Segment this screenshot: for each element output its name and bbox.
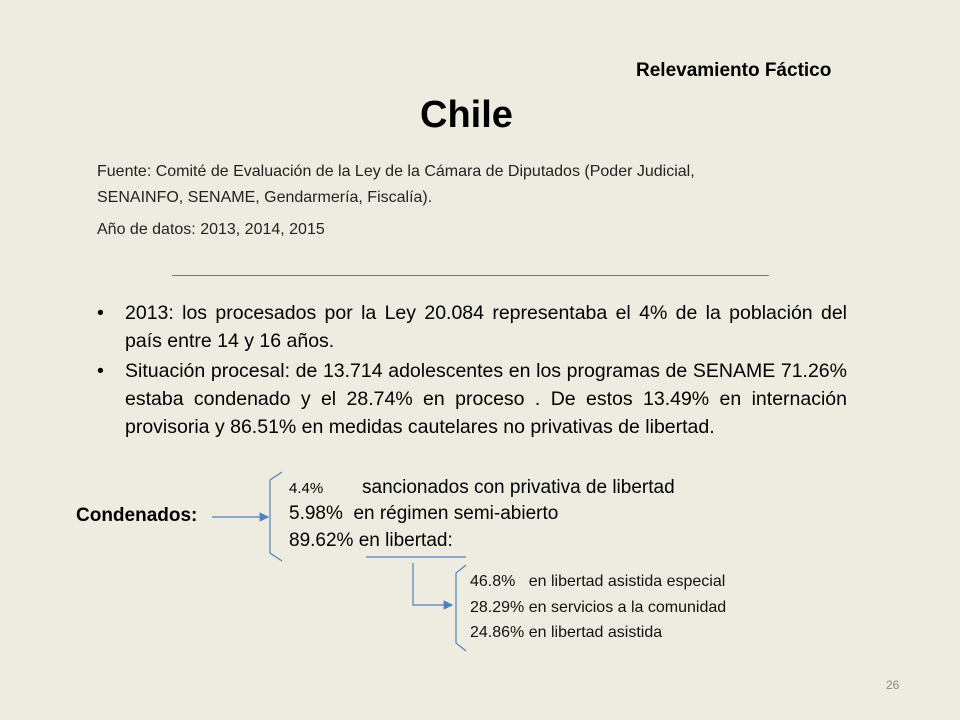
bullet-icon: • [97, 302, 104, 324]
condenados-text: en régimen semi-abierto [353, 503, 559, 524]
condenados-pct: 5.98% [289, 503, 343, 524]
condenados-text: sancionados con privativa de libertad [362, 477, 675, 498]
bullet-icon: • [97, 360, 104, 382]
source-line-2: SENAINFO, SENAME, Gendarmería, Fiscalía). [97, 189, 433, 206]
data-years: Año de datos: 2013, 2014, 2015 [97, 221, 325, 238]
libertad-text: en servicios a la comunidad [528, 599, 727, 616]
condenados-text: en libertad: [358, 530, 453, 551]
header-tag: Relevamiento Fáctico [636, 60, 832, 81]
libertad-text: en libertad asistida especial [528, 573, 726, 590]
condenados-pct: 4.4% [289, 480, 324, 497]
libertad-arrow [413, 563, 452, 605]
source-line-1: Fuente: Comité de Evaluación de la Ley de la Cámara de Diputados (Poder Judicial, [97, 163, 695, 180]
libertad-bracket [456, 565, 466, 651]
libertad-pct: 24.86% [470, 624, 525, 641]
bullet-text: Situación procesal: de 13.714 adolescentes en los programas de SENAME 71.26% estaba condenado y el 28.74% en proceso . De estos 13.49% en internación provisoria y 86.51% en medidas cautelares no privativas de libertad. [125, 360, 847, 438]
libertad-text: en libertad asistida [528, 624, 663, 641]
libertad-pct: 28.29% [470, 599, 525, 616]
condenados-pct: 89.62% [289, 530, 354, 551]
condenados-label: Condenados: [76, 505, 198, 526]
page-title: Chile [420, 94, 513, 136]
bullet-text: 2013: los procesados por la Ley 20.084 representaba el 4% de la población del país entre 14 y 16 años. [125, 302, 847, 352]
condenados-bracket [270, 472, 282, 561]
libertad-pct: 46.8% [470, 573, 516, 590]
page-number: 26 [886, 678, 900, 692]
